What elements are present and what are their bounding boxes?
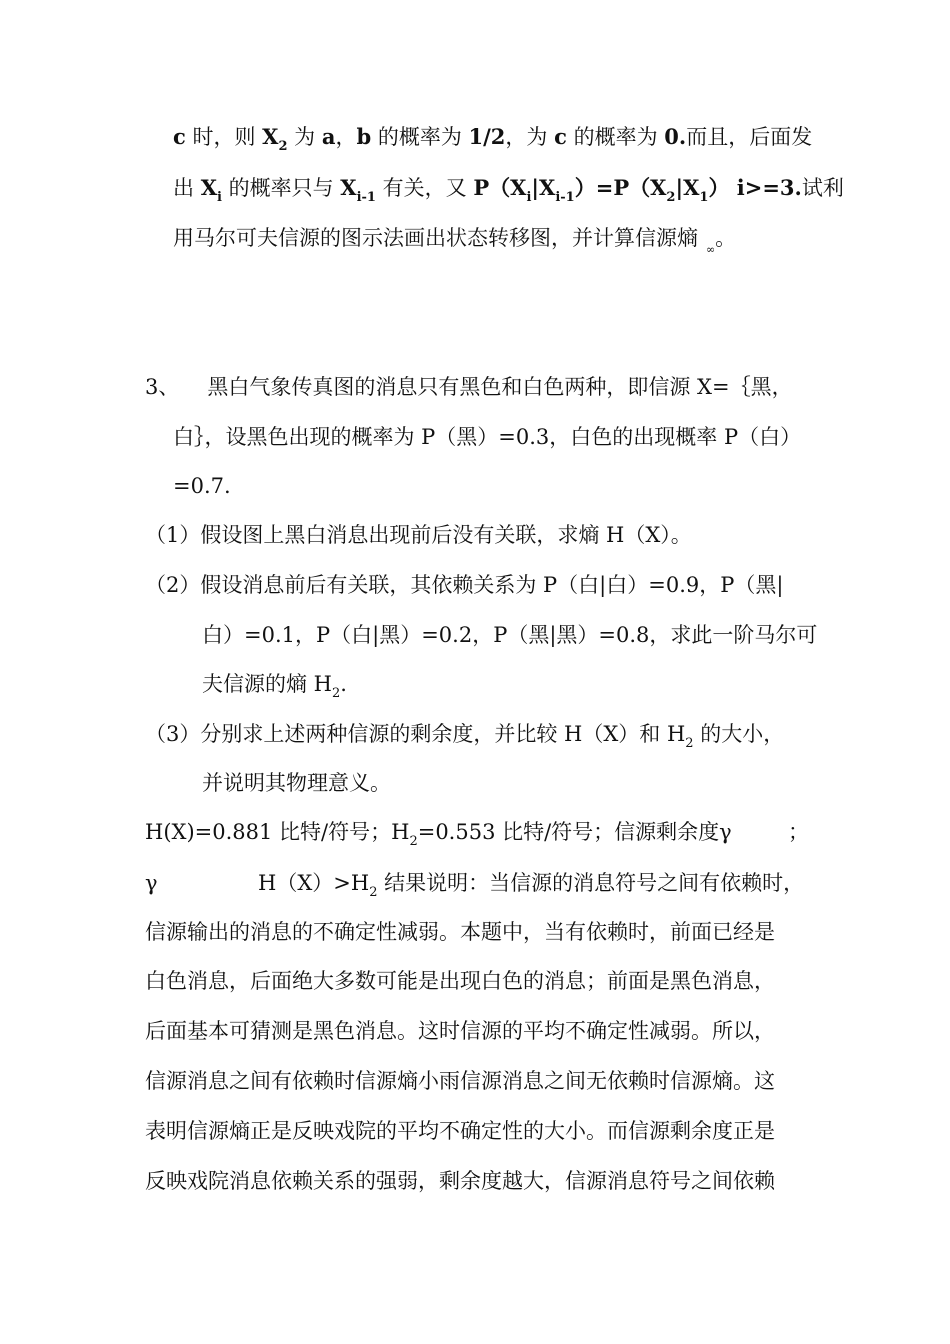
problem2-line3: 用马尔可夫信源的图示法画出状态转移图，并计算信源熵 $_\infty$。 — [173, 226, 737, 256]
answer-line2: $H(X)>H_2$ 结果说明：当信源的消息符号之间有依赖时， — [258, 871, 805, 900]
question-2-line1: （2）假设消息前后有关联，其依赖关系为 P（白|白）=0.9，P（黑| — [145, 573, 784, 597]
answer-line2-gamma: γ — [145, 871, 158, 895]
problem3-intro-line1: 3、 黑白气象传真图的消息只有黑色和白色两种，即信源 X=｛黑， — [145, 375, 793, 399]
answer-paragraph-line: 反映戏院消息依赖关系的强弱，剩余度越大，信源消息符号之间依赖 — [145, 1169, 775, 1193]
problem-number: 3、 — [145, 375, 180, 399]
answer-line1: H(X)=0.881 比特/符号；$H_2=0.553$ 比特/符号；信源剩余度γ — [145, 820, 732, 849]
answer-line1-end: ； — [788, 820, 809, 844]
problem3-intro-line2: 白｝，设黑色出现的概率为 P（黑）=0.3，白色的出现概率 P（白） — [173, 425, 802, 449]
answer-paragraph-line: 白色消息，后面绝大多数可能是出现白色的消息；前面是黑色消息， — [145, 969, 775, 993]
question-2-line2: 白）=0.1，P（白|黑）=0.2，P（黑|黑）=0.8，求此一阶马尔可 — [202, 623, 818, 647]
problem2-line1: c 时，则 $X_2$ 为 a，b 的概率为 1/2，为 c 的概率为 0.而且，后面发 — [173, 124, 813, 154]
question-2-line3: 夫信源的熵 $H_2$. — [202, 672, 347, 701]
answer-paragraph-line: 表明信源熵正是反映戏院的平均不确定性的大小。而信源剩余度正是 — [145, 1119, 775, 1143]
infinity-subscript: ∞ — [706, 243, 716, 256]
answer-paragraph-line: 后面基本可猜测是黑色消息。这时信源的平均不确定性减弱。所以， — [145, 1019, 775, 1043]
answer-paragraph-line: 信源消息之间有依赖时信源熵小雨信源消息之间无依赖时信源熵。这 — [145, 1069, 775, 1093]
question-3-line2: 并说明其物理意义。 — [202, 771, 391, 795]
answer-paragraph-line: 信源输出的消息的不确定性减弱。本题中，当有依赖时，前面已经是 — [145, 920, 775, 944]
problem3-intro-line3: =0.7. — [173, 474, 231, 498]
question-3-line1: （3）分别求上述两种信源的剩余度，并比较 H（X）和 $H_2$ 的大小， — [145, 722, 785, 751]
question-1: （1）假设图上黑白消息出现前后没有关联，求熵 H（X）。 — [145, 523, 692, 547]
problem2-line2: 出 $X_i$ 的概率只与 $X_{i-1}$ 有关，又 $P(X_i|X_{i-1})=P(X_2|X_1)$ i>=3.试利 — [173, 175, 844, 205]
